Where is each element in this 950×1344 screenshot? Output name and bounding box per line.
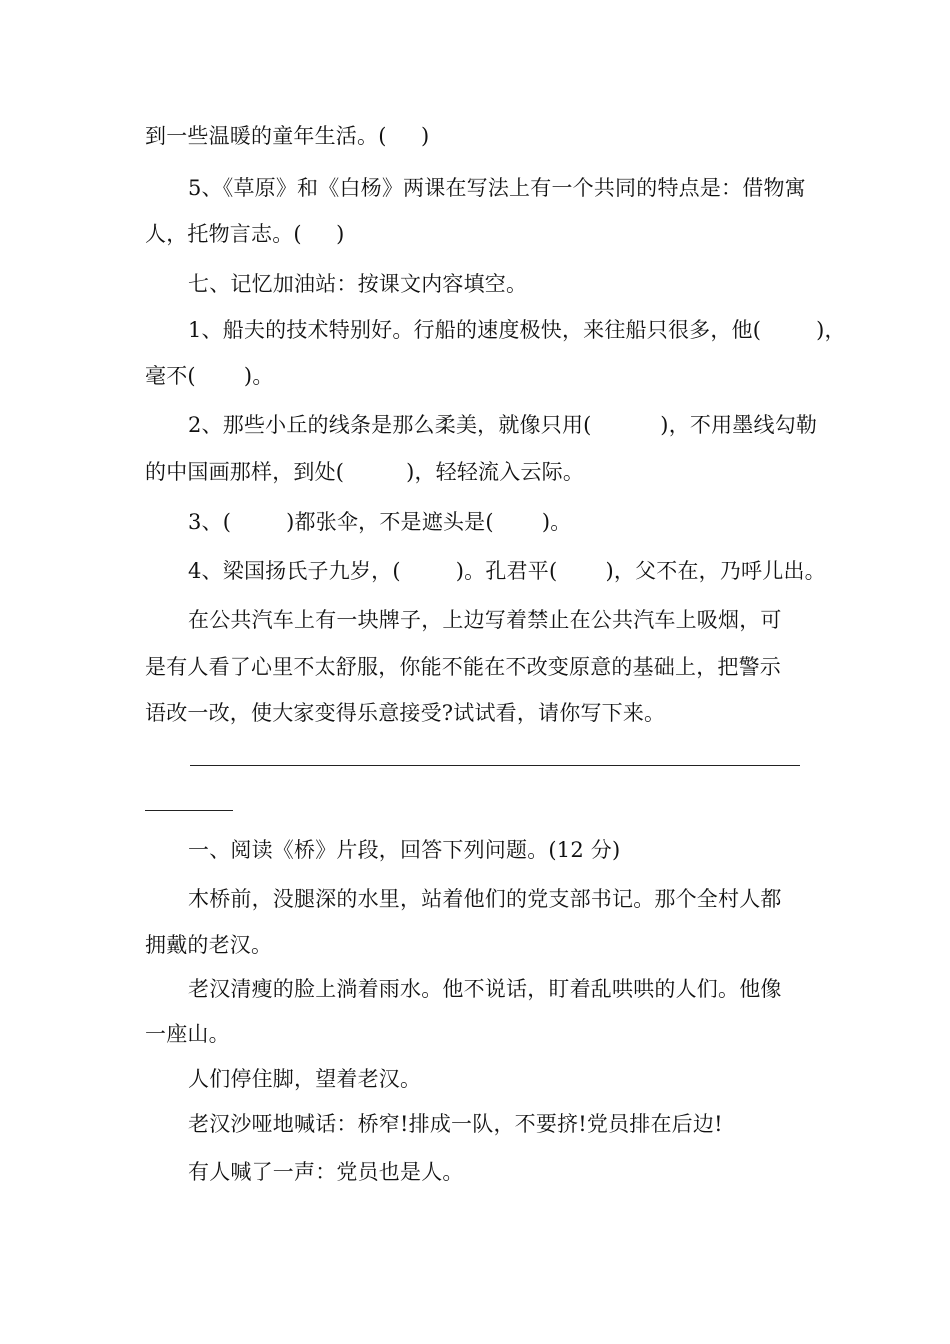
passage-paragraph-2-continued: 一座山。 xyxy=(145,1022,230,1046)
section-heading-memory-fill: 七、记忆加油站：按课文内容填空。 xyxy=(188,272,528,296)
text-line-judgment-5-continued: 人，托物言志。( ) xyxy=(145,222,345,246)
text-line-rewrite-prompt-3: 语改一改，使大家变得乐意接受?试试看，请你写下来。 xyxy=(145,701,666,725)
text-line-rewrite-prompt: 在公共汽车上有一块牌子，上边写着禁止在公共汽车上吸烟，可 xyxy=(188,608,782,632)
passage-paragraph-3: 人们停住脚，望着老汉。 xyxy=(188,1067,422,1091)
text-line-fill-3: 3、( )都张伞，不是遮头是( )。 xyxy=(188,510,572,534)
text-line-fill-2-continued: 的中国画那样，到处( )，轻轻流入云际。 xyxy=(145,460,585,484)
text-line-judgment-4-continued: 到一些温暖的童年生活。( ) xyxy=(145,124,430,148)
answer-line[interactable] xyxy=(190,765,800,766)
text-line-fill-1: 1、船夫的技术特别好。行船的速度极快，来往船只很多，他( )， xyxy=(188,318,846,342)
section-heading-reading: 一、阅读《桥》片段，回答下列问题。(12 分) xyxy=(188,838,621,862)
text-line-fill-2: 2、那些小丘的线条是那么柔美，就像只用( )，不用墨线勾勒 xyxy=(188,413,818,437)
passage-paragraph-1-continued: 拥戴的老汉。 xyxy=(145,933,273,957)
passage-paragraph-4: 老汉沙哑地喊话：桥窄!排成一队，不要挤!党员排在后边! xyxy=(188,1112,723,1136)
text-line-rewrite-prompt-2: 是有人看了心里不太舒服，你能不能在不改变原意的基础上，把警示 xyxy=(145,655,781,679)
passage-paragraph-5: 有人喊了一声：党员也是人。 xyxy=(188,1160,464,1184)
passage-paragraph-1: 木桥前，没腿深的水里，站着他们的党支部书记。那个全村人都 xyxy=(188,887,782,911)
text-line-fill-1-continued: 毫不( )。 xyxy=(145,364,274,388)
text-line-fill-4: 4、梁国扬氏子九岁，( )。孔君平( )，父不在，乃呼儿出。 xyxy=(188,559,826,583)
passage-paragraph-2: 老汉清瘦的脸上淌着雨水。他不说话，盯着乱哄哄的人们。他像 xyxy=(188,977,782,1001)
text-line-judgment-5: 5、《草原》和《白杨》两课在写法上有一个共同的特点是：借物寓 xyxy=(188,176,806,200)
answer-line-continued[interactable] xyxy=(145,810,233,811)
